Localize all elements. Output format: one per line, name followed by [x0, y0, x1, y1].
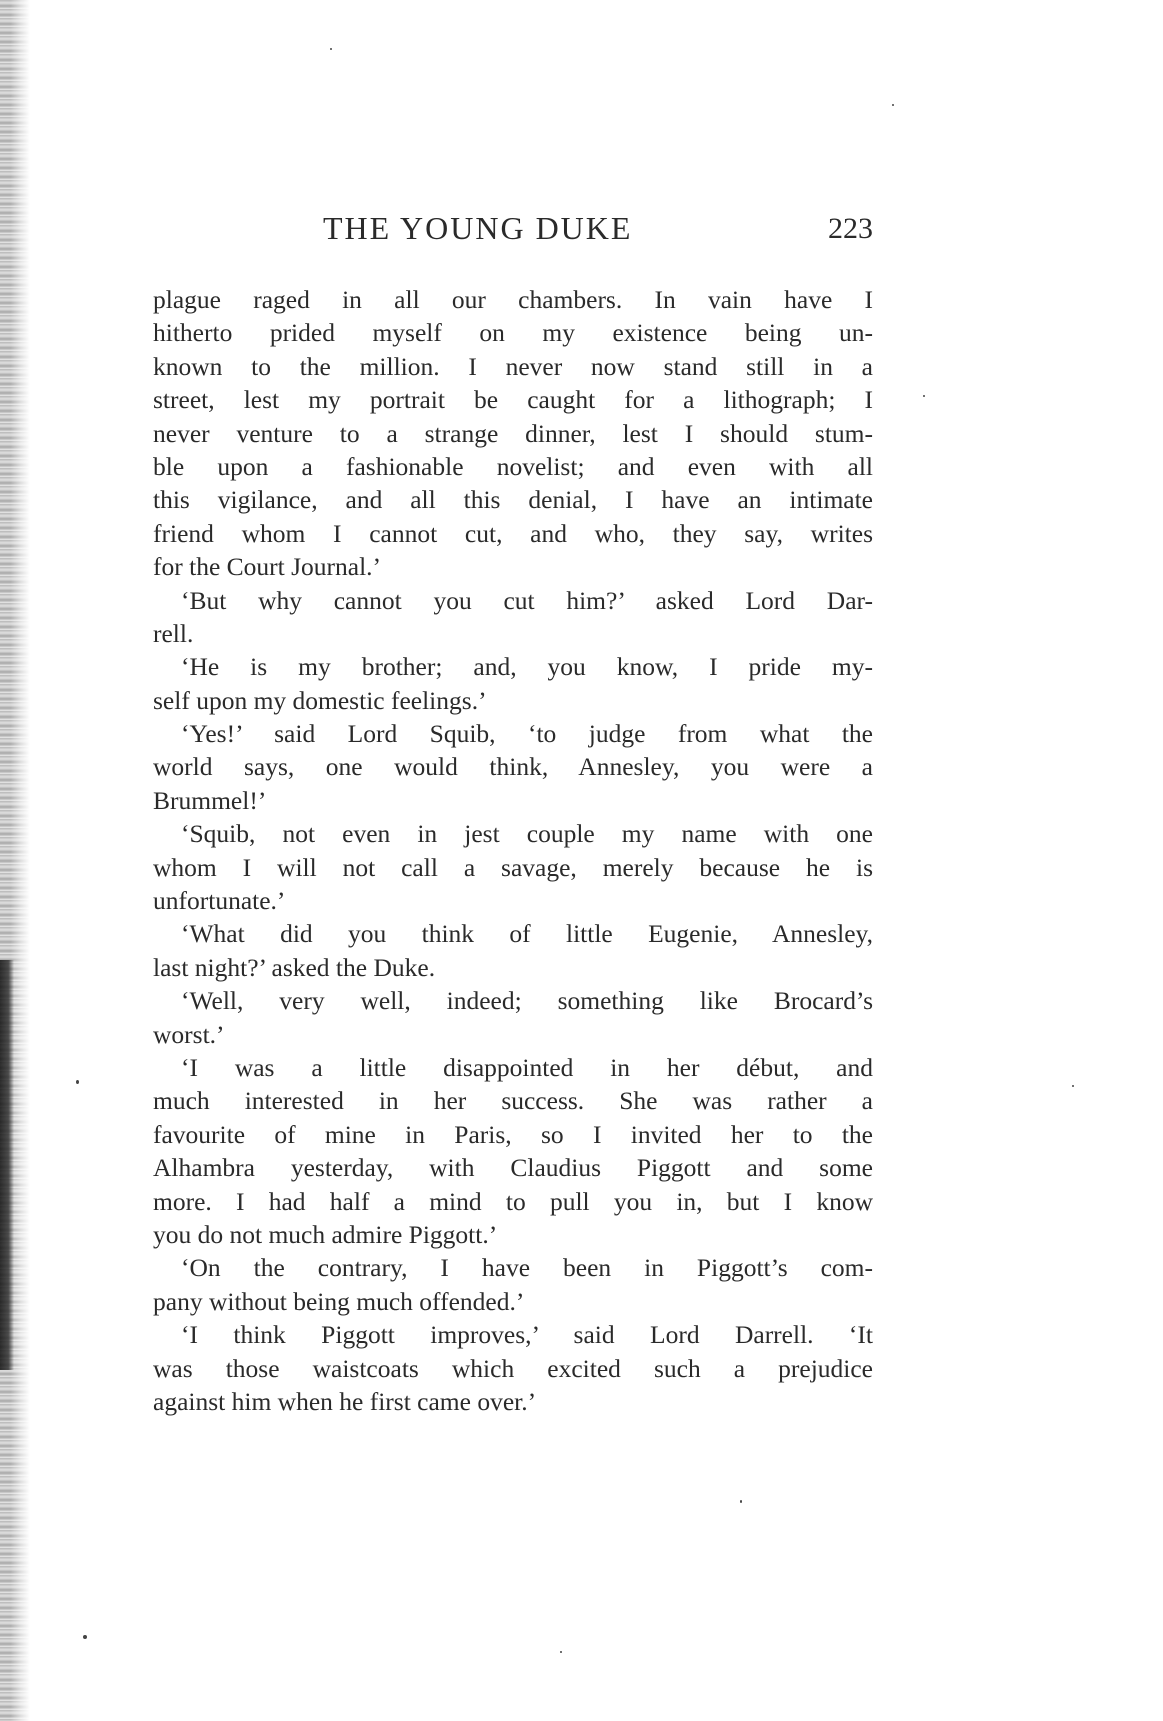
- text-line: was those waistcoats which excited such a prejudice: [153, 1353, 873, 1383]
- running-title: THE YOUNG DUKE: [323, 210, 633, 246]
- text-line: more. I had half a mind to pull you in, but I know: [153, 1186, 873, 1216]
- scan-binding-edge: [0, 0, 30, 1721]
- scan-speck: [1072, 1085, 1074, 1087]
- text-line: ‘I was a little disappointed in her début, and: [181, 1052, 873, 1082]
- text-line: ‘Yes!’ said Lord Squib, ‘to judge from what the: [181, 719, 873, 749]
- text-line: rell.: [153, 618, 194, 648]
- text-line: street, lest my portrait be caught for a lithograph; I: [153, 385, 873, 415]
- text-line: ‘On the contrary, I have been in Piggott’s com-: [181, 1253, 873, 1283]
- scan-binding-shadow: [0, 960, 14, 1370]
- text-line: whom I will not call a savage, merely because he is: [153, 852, 873, 882]
- text-line: friend whom I cannot cut, and who, they say, writes: [153, 518, 873, 548]
- text-line: never venture to a strange dinner, lest I should stum-: [153, 418, 873, 448]
- text-line: you do not much admire Piggott.’: [153, 1219, 498, 1249]
- text-line: Brummel!’: [153, 785, 267, 815]
- text-line: ‘What did you think of little Eugenie, Annesley,: [181, 919, 873, 949]
- scan-speck: [892, 104, 894, 106]
- text-line: pany without being much offended.’: [153, 1286, 525, 1316]
- text-line: favourite of mine in Paris, so I invited her to the: [153, 1119, 873, 1149]
- text-line: this vigilance, and all this denial, I have an intimate: [153, 485, 873, 515]
- body-text: [153, 283, 873, 1418]
- text-line: much interested in her success. She was rather a: [153, 1086, 873, 1116]
- page-header: [153, 210, 873, 250]
- text-line: hitherto prided myself on my existence being un-: [153, 318, 873, 348]
- scan-speck: [560, 1651, 562, 1653]
- text-line: worst.’: [153, 1019, 225, 1049]
- scan-speck: [923, 395, 925, 397]
- scan-speck: [76, 1080, 79, 1084]
- text-line: ‘But why cannot you cut him?’ asked Lord Dar-: [181, 585, 873, 615]
- text-line: Alhambra yesterday, with Claudius Piggott and some: [153, 1153, 873, 1183]
- text-line: plague raged in all our chambers. In vain have I: [153, 285, 873, 314]
- page-number: 223: [828, 212, 873, 245]
- text-line: for the Court Journal.’: [153, 552, 382, 582]
- text-line: against him when he first came over.’: [153, 1386, 537, 1416]
- text-line: last night?’ asked the Duke.: [153, 952, 436, 982]
- text-line: ‘Squib, not even in jest couple my name with one: [181, 819, 873, 849]
- scan-speck: [330, 48, 332, 50]
- text-line: ble upon a fashionable novelist; and even with all: [153, 451, 873, 481]
- text-line: unfortunate.’: [153, 886, 286, 916]
- text-line: ‘Well, very well, indeed; something like Brocard’s: [181, 986, 873, 1016]
- scan-speck: [740, 1500, 742, 1503]
- text-line: self upon my domestic feelings.’: [153, 685, 487, 715]
- scan-speck: [83, 1635, 87, 1639]
- text-line: known to the million. I never now stand still in a: [153, 351, 873, 381]
- text-line: ‘I think Piggott improves,’ said Lord Darrell. ‘It: [181, 1320, 873, 1350]
- text-line: ‘He is my brother; and, you know, I pride my-: [181, 652, 873, 682]
- text-line: world says, one would think, Annesley, you were a: [153, 752, 873, 782]
